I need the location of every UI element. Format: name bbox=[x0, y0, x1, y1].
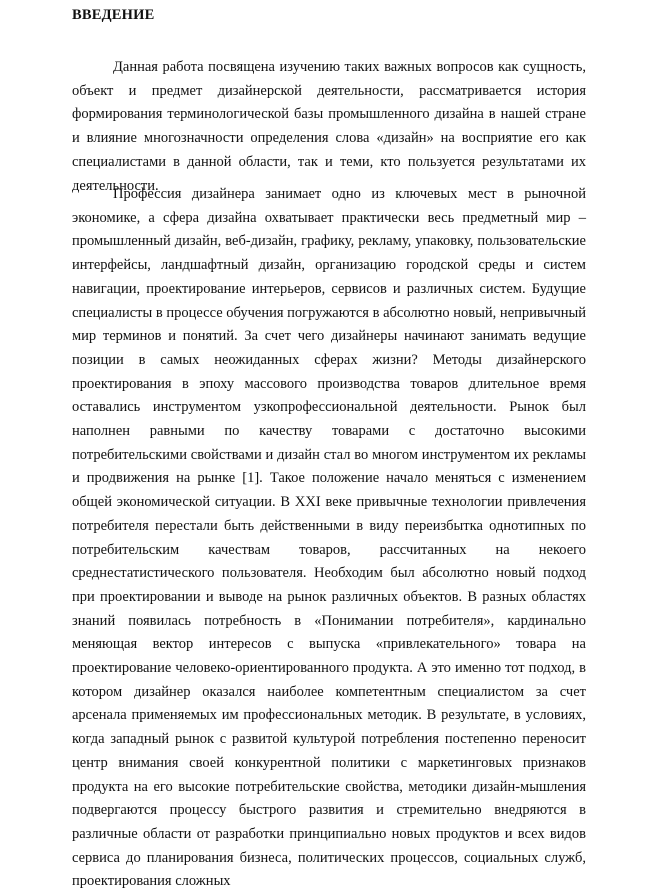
section-heading: ВВЕДЕНИЕ bbox=[72, 7, 155, 23]
paragraph-introduction: Данная работа посвящена изучению таких важных вопросов как сущность, объект и предмет дизайнерской деятельности, рассматривается история формирования терминологической базы промышленного дизайна в нашей стране и влияние многозначности определения слова «дизайн» на восприятие его как специалистами в данной области, так и теми, кто пользуется результатами их деятельности. bbox=[72, 59, 586, 194]
paragraph-profession: Профессия дизайнера занимает одно из ключевых мест в рыночной экономике, а сфера дизайна охватывает практически весь предметный мир – промышленный дизайн, веб-дизайн, графику, рекламу, упаковку, пользовательские интерфейсы, ландшафтный дизайн, организацию городской среды и систем навигации, проектирование интерьеров, сервисов и различных систем. Будущие специалисты в процессе обучения погружаются в абсолютно новый, непривычный мир терминов и понятий. За счет чего дизайнеры начинают занимать ведущие позиции в самых неожиданных сферах жизни? Методы дизайнерского проектирования в эпоху массового производства товаров длительное время оставались инструментом узкопрофессиональной деятельности. Рынок был наполнен равными по качеству товарами с достаточно высокими потребительскими свойствами и дизайн стал во многом инструментом их рекламы и продвижения на рынке [1]. Такое положение начало меняться с изменением общей экономической ситуации. В XXI веке привычные технологии привлечения потребителя перестали быть действенными в виду переизбытка однотипных по потребительским качествам товаров, рассчитанных на некоего среднестатистического пользователя. Необходим был абсолютно новый подход при проектировании и выводе на рынок различных объектов. В разных областях знаний появилась потребность в «Понимании потребителя», кардинально меняющая вектор интересов с выпуска «привлекательного» товара на проектирование человеко-ориентированного продукта. А это именно тот подход, в котором дизайнер оказался наиболее компетентным специалистом за счет арсенала применяемых им профессиональных методик. В результате, в условиях, когда западный рынок с развитой культурой потребления постепенно переносит центр внимания своей конкурентной политики с маркетинговых признаков продукта на его высокие потребительские свойства, методики дизайн-мышления подвергаются процессу быстрого развития и стремительно внедряются в различные области от разработки принципиально новых продуктов и всех видов сервиса до планирования бизнеса, политических процессов, социальных служб, проектирования сложных bbox=[72, 186, 586, 890]
